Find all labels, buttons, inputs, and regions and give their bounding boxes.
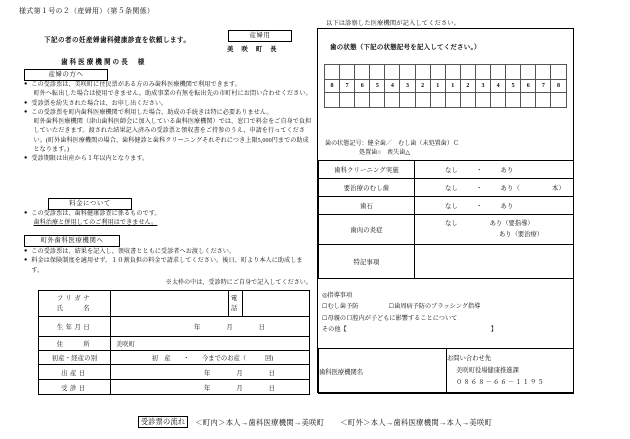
teeth-cell-upper-15[interactable] <box>551 65 566 80</box>
other-label: その他【 <box>322 326 347 334</box>
form-code: 様式第１号の２（産婦用）（第５条関係） <box>19 7 155 15</box>
name-input[interactable] <box>111 291 229 317</box>
notice-item <box>24 81 312 90</box>
option-yes-treatment[interactable]: あり（要治療） <box>499 230 544 238</box>
notice-text: 町外歯科医療機関（津山歯科医師会に加入している歯科医療機関）では、窓口で料金をご自身で負担していただきます。渡された結果記入済みの受診票と領収書をご持参のうえ、申請を行ってください。(町外歯科医療機関の場合、歯科健診と歯科クリーニングそれぞれにつき上限5,000円までの助成となります。) <box>33 119 312 153</box>
delivery-day-unit: 日 <box>268 369 275 377</box>
table-row <box>319 179 574 197</box>
guidance-row-2 <box>322 313 570 324</box>
bullet-icon: ● <box>24 81 28 87</box>
table-row <box>319 161 574 179</box>
finding-value-tartar[interactable] <box>415 197 574 215</box>
teeth-number-10: 3 <box>475 80 490 93</box>
finding-value-cleaning[interactable] <box>415 161 574 179</box>
parity-input[interactable]: 初 産 ・ 今までのお産（ 回) <box>111 351 310 365</box>
teeth-cell-lower-2[interactable] <box>355 93 370 108</box>
teeth-cell-lower-13[interactable] <box>521 93 536 108</box>
findings-table <box>318 160 574 279</box>
teeth-cell-upper-2[interactable] <box>355 65 370 80</box>
teeth-cell-upper-0[interactable] <box>325 65 340 80</box>
bullet-icon: ● <box>24 210 28 216</box>
birth-day-unit: 日 <box>258 324 265 331</box>
tel-label-line1: 電 <box>231 295 240 303</box>
flow-inside-town: ＜町内＞本人→歯科医療機関→美咲町 <box>195 417 325 427</box>
teeth-cell-lower-3[interactable] <box>370 93 385 108</box>
teeth-legend <box>325 140 459 159</box>
notice-item <box>24 109 312 118</box>
option-no[interactable]: なし <box>445 219 458 227</box>
table-row <box>39 337 310 351</box>
legend-line-2: 処置歯○ 喪失歯△ <box>359 150 411 157</box>
teeth-cell-upper-4[interactable] <box>385 65 400 80</box>
notice-text: 歯科治療と併用してのご利用はできません。 <box>33 220 158 227</box>
section-heading-sanpu: 産婦の方へ <box>24 69 108 81</box>
option-no[interactable]: なし <box>445 167 458 174</box>
option-no[interactable]: なし <box>445 185 458 192</box>
name-label: 氏 名 <box>56 304 93 312</box>
teeth-number-5: 3 <box>400 80 415 93</box>
teeth-cell-lower-12[interactable] <box>506 93 521 108</box>
notice-list-sanpu <box>24 81 312 164</box>
teeth-number-12: 5 <box>506 80 521 93</box>
guidance-section <box>322 290 570 336</box>
clinic-entry-note: 以下は診察した医療機関が記入してください。 <box>326 20 461 27</box>
notice-item <box>24 210 312 219</box>
teeth-cell-upper-9[interactable] <box>460 65 475 80</box>
teeth-number-7: 1 <box>430 80 445 93</box>
finding-label-remarks: 特記事項 <box>319 245 415 279</box>
flow-outside-town: ＜町外＞本人→歯科医療機関→本人→美咲町 <box>340 417 493 427</box>
contact-office: 美咲町役場健康推進課 <box>456 367 519 375</box>
teeth-number-3: 5 <box>370 80 385 93</box>
clinic-name-label: 歯科医療機関名 <box>319 368 364 376</box>
birth-month-unit: 月 <box>226 324 233 331</box>
exam-date-label: 受診日 <box>39 380 111 395</box>
table-row <box>319 349 574 394</box>
option-separator: ・ <box>476 203 483 210</box>
teeth-number-14: 7 <box>536 80 551 93</box>
section-heading-ryokin: 料金について <box>48 198 132 210</box>
finding-label-gingivitis: 歯肉の炎症 <box>319 215 415 245</box>
contact-phone: ０８６８－６６－１１９５ <box>456 378 545 386</box>
checkbox-mother-oral-effect[interactable]: ☐母親の口腔内が子どもに影響することについて <box>322 314 458 322</box>
notice-text: 料金は保険制度を適用せず、１０割負担の料金で請求してください。後日、町より本人に助成します。 <box>31 258 303 274</box>
section-heading-chogai: 町外歯科医療機関へ <box>24 235 120 247</box>
teeth-chart-title: 歯の状態（下記の状態記号を記入してください。） <box>330 44 481 51</box>
notice-text: この受診票は、美咲町に住民票がある方のみ歯科医療機関で利用できます。 <box>31 82 241 88</box>
option-yes-guidance[interactable]: あり（要指導） <box>489 219 534 227</box>
teeth-cell-lower-5[interactable] <box>400 93 415 108</box>
teeth-cell-lower-6[interactable] <box>415 93 430 108</box>
teeth-chart <box>324 64 567 108</box>
applicant-table <box>38 290 310 395</box>
contact-cell <box>447 349 574 394</box>
addressee <box>61 56 145 66</box>
notice-text: この受診票は、結果を記入し、領収書とともに受診者へお渡しください。 <box>31 249 236 255</box>
notice-item <box>24 248 312 257</box>
delivery-month-unit: 月 <box>236 369 243 377</box>
teeth-cell-upper-3[interactable] <box>370 65 385 80</box>
notice-item <box>24 257 312 276</box>
delivery-date-label: 出産日 <box>39 365 111 380</box>
teeth-cell-upper-12[interactable] <box>506 65 521 80</box>
teeth-cell-lower-7[interactable] <box>430 93 445 108</box>
parity-label: 初産・経産の別 <box>39 351 111 365</box>
notice-text: 町外へ転出した場合は使用できません。助成事業の有無を転出先の市町村にお問い合わせください。 <box>33 91 312 98</box>
clinic-contact-table <box>318 348 574 394</box>
teeth-cell-upper-7[interactable] <box>430 65 445 80</box>
birthdate-input[interactable] <box>111 317 310 337</box>
teeth-cell-upper-10[interactable] <box>475 65 490 80</box>
teeth-number-8: 1 <box>445 80 460 93</box>
legend-line-1: 歯の状態記号：健全歯／ むし歯（未処置歯）Ｃ <box>325 141 460 147</box>
birth-year-unit: 年 <box>194 324 201 331</box>
option-yes[interactable]: あり（ <box>500 185 520 192</box>
teeth-cell-upper-11[interactable] <box>491 65 506 80</box>
exam-date-input[interactable] <box>111 380 310 395</box>
teeth-cell-lower-15[interactable] <box>551 93 566 108</box>
finding-value-remarks[interactable] <box>415 245 574 279</box>
name-label-cell <box>39 291 111 317</box>
notice-text-underlined <box>24 219 312 228</box>
option-no[interactable]: なし <box>445 203 458 210</box>
contact-label: お問い合わせ先 <box>447 355 492 363</box>
finding-label-tartar: 歯石 <box>319 197 415 215</box>
option-separator: ・ <box>476 185 483 192</box>
teeth-number-15: 8 <box>551 80 566 93</box>
teeth-cell-lower-8[interactable] <box>445 93 460 108</box>
guidance-heading: ◎指導事項 <box>322 292 353 299</box>
clinic-name-cell[interactable] <box>319 349 447 394</box>
teeth-number-11: 4 <box>491 80 506 93</box>
furigana-label: フリガナ <box>56 294 93 302</box>
table-row <box>39 351 310 365</box>
bullet-icon: ● <box>24 99 28 106</box>
bullet-icon: ● <box>24 257 28 264</box>
self-entry-note: ※太枠の中は、受診時にご自身で記入してください。 <box>165 280 312 286</box>
bullet-icon: ● <box>24 155 28 161</box>
table-row <box>39 317 310 337</box>
tel-input[interactable] <box>242 291 309 317</box>
notice-item <box>24 100 312 109</box>
footer-flow <box>0 416 630 428</box>
checkbox-caries-prevention[interactable]: ☐むし歯予防 <box>322 303 359 311</box>
caries-count-unit: 本） <box>552 185 565 192</box>
table-row <box>319 215 574 245</box>
teeth-row-lower <box>325 93 567 108</box>
teeth-cell-lower-11[interactable] <box>491 93 506 108</box>
table-row <box>39 380 310 395</box>
flow-box-label: 受診票の流れ <box>138 416 188 428</box>
option-yes[interactable]: あり <box>500 167 514 174</box>
teeth-number-6: 2 <box>415 80 430 93</box>
guidance-row-other <box>322 324 570 335</box>
notice-list-chogai <box>24 248 312 276</box>
teeth-cell-upper-1[interactable] <box>340 65 355 80</box>
addressee-label: 歯科医療機関の長 <box>61 59 130 66</box>
bullet-icon: ● <box>24 248 28 254</box>
option-separator: ・ <box>476 167 483 174</box>
exam-day-unit: 日 <box>268 384 275 392</box>
option-yes[interactable]: あり <box>500 203 514 210</box>
teeth-cell-lower-14[interactable] <box>536 93 551 108</box>
address-label: 住 所 <box>39 337 111 351</box>
teeth-row-upper <box>325 65 567 80</box>
table-row <box>319 245 574 279</box>
teeth-cell-lower-0[interactable] <box>325 93 340 108</box>
notice-item <box>24 155 312 164</box>
notice-list-ryokin <box>24 210 312 229</box>
finding-label-cleaning: 歯科クリーニング実施 <box>319 161 415 179</box>
notice-text: この受診票は、歯科健康診査に係るものです。 <box>31 211 161 217</box>
table-row <box>39 291 310 317</box>
guidance-row-1 <box>322 301 570 312</box>
exam-year-unit: 年 <box>204 384 211 392</box>
checkbox-label: 歯周病予防のブラッシング指導 <box>394 303 481 311</box>
finding-value-gingivitis[interactable] <box>415 215 574 245</box>
finding-label-caries: 要治療のむし歯 <box>319 179 415 197</box>
teeth-number-1: 7 <box>340 80 355 93</box>
teeth-number-2: 6 <box>355 80 370 93</box>
birthdate-label: 生年月日 <box>39 317 111 337</box>
teeth-cell-upper-5[interactable] <box>400 65 415 80</box>
addressee-honorific: 様 <box>137 59 145 66</box>
teeth-cell-lower-10[interactable] <box>475 93 490 108</box>
checkbox-label: むし歯予防 <box>327 303 359 311</box>
teeth-number-4: 4 <box>385 80 400 93</box>
delivery-year-unit: 年 <box>204 369 211 377</box>
notice-text: この受診票を町内歯科医療機関で利用した場合、助成の手続きは特に必要ありません。 <box>31 109 273 116</box>
request-statement: 下記の者の妊産婦歯科健康診査を依頼します。 <box>44 37 191 44</box>
delivery-date-input[interactable] <box>111 365 310 380</box>
finding-value-caries[interactable] <box>415 179 574 197</box>
teeth-cell-upper-14[interactable] <box>536 65 551 80</box>
teeth-number-13: 6 <box>521 80 536 93</box>
bullet-icon: ● <box>24 108 28 115</box>
notice-text: 受診期限は出産から１年以内となります。 <box>31 156 149 162</box>
issuer-mayor: 美 咲 町 長 <box>227 46 280 53</box>
notice-text: 受診票を紛失された場合は、お申し出ください。 <box>31 100 168 107</box>
table-row <box>319 197 574 215</box>
teeth-number-0: 8 <box>325 80 340 93</box>
teeth-cell-lower-1[interactable] <box>340 93 355 108</box>
table-row <box>39 365 310 380</box>
stamp-box-sanpu: 産婦用 <box>228 30 292 42</box>
teeth-number-9: 2 <box>460 80 475 93</box>
teeth-cell-lower-9[interactable] <box>460 93 475 108</box>
checkbox-brushing-guidance[interactable]: ☐歯周病予防のブラッシング指導 <box>388 303 481 311</box>
teeth-cell-upper-8[interactable] <box>445 65 460 80</box>
other-close-bracket: 】 <box>490 326 497 334</box>
teeth-cell-upper-13[interactable] <box>521 65 536 80</box>
tel-label-cell <box>229 291 243 317</box>
teeth-cell-lower-4[interactable] <box>385 93 400 108</box>
address-input[interactable]: 美咲町 <box>111 337 310 351</box>
tel-label-line2: 話 <box>231 304 240 312</box>
teeth-row-numbers <box>325 80 567 93</box>
teeth-cell-upper-6[interactable] <box>415 65 430 80</box>
exam-month-unit: 月 <box>236 384 243 392</box>
checkbox-label: 母親の口腔内が子どもに影響することについて <box>327 314 458 322</box>
